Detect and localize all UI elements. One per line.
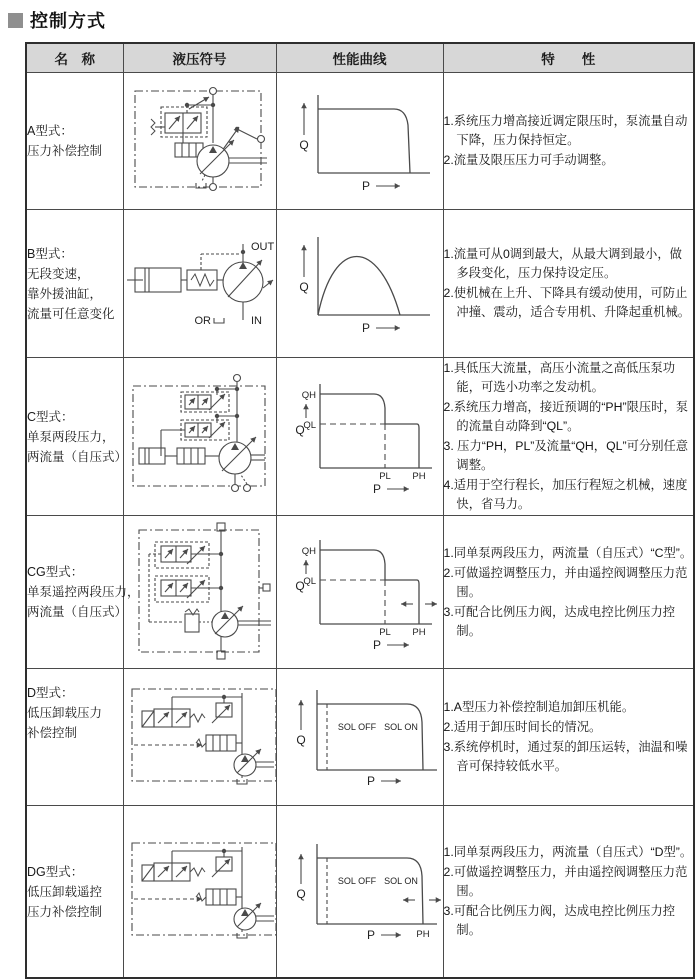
svg-text:QL: QL (302, 575, 316, 587)
svg-text:QL: QL (302, 420, 316, 432)
features-cell (443, 669, 694, 806)
type-name-cell (26, 806, 123, 978)
type-name-line: 单泵两段压力， (27, 429, 115, 444)
feature-item: 4.适用于空行程长，加压行程短之机械，速度快，省马力。 (443, 478, 688, 512)
svg-text:P: P (372, 637, 381, 652)
hydraulic-symbol-c (125, 370, 275, 498)
table-header-row (26, 43, 694, 73)
type-name-line: 单泵遥控两段压力， (27, 585, 140, 600)
svg-text:OR: OR (194, 314, 211, 327)
features-cell (443, 358, 694, 516)
type-name-line: DG型式： (27, 864, 84, 879)
feature-item: 2.系统压力增高，接近预调的“PH”限压时，泵的流量自动降到“QL”。 (443, 400, 689, 434)
feature-item: 1.流量可从0调到最大，从最大调到最小，做多段变化，压力保持设定压。 (443, 246, 682, 280)
features-cell (443, 73, 694, 210)
svg-text:QH: QH (301, 545, 316, 557)
performance-curve-cell (276, 516, 443, 669)
features-cell (443, 516, 694, 669)
performance-curve-a (280, 83, 440, 195)
features-cell (443, 210, 694, 358)
svg-text:PH: PH (415, 929, 430, 941)
table-row (26, 806, 694, 978)
column-header-name: 名 称 (26, 43, 123, 73)
performance-curve-cell (276, 210, 443, 358)
hydraulic-symbol-a (125, 81, 275, 196)
section-title (0, 0, 700, 33)
type-name-line: 两流量（自压式） (27, 605, 128, 620)
feature-item: 2.流量及限压压力可手动调整。 (443, 153, 614, 168)
feature-item: 2.可做遥控调整压力，并由遥控阀调整压力范围。 (443, 865, 688, 899)
table-row (26, 516, 694, 669)
hydraulic-symbol-b (125, 234, 275, 329)
type-name-line: 流量可任意变化 (27, 306, 115, 321)
svg-text:P: P (361, 178, 370, 193)
svg-text:PH: PH (411, 626, 426, 638)
performance-curve-c (280, 372, 440, 496)
type-name-line: 补偿控制 (27, 726, 78, 741)
performance-curve-cell (276, 669, 443, 806)
column-header-curve: 性能曲线 (276, 43, 443, 73)
table-row (26, 73, 694, 210)
type-name-line: D型式： (27, 686, 74, 701)
feature-item: 1.系统压力增高接近调定限压时，泵流量自动下降，压力保持恒定。 (443, 113, 688, 147)
hydraulic-symbol-cell (123, 669, 276, 806)
feature-item: 3. 压力“PH，PL”及流量“QH，QL”可分别任意调整。 (443, 439, 689, 473)
performance-curve-cell (276, 806, 443, 978)
hydraulic-symbol-dg (124, 835, 284, 943)
table-row (26, 669, 694, 806)
control-methods-table (25, 42, 695, 979)
column-header-features: 特 性 (443, 43, 694, 73)
feature-item: 3.可配合比例压力阀，达成电控比例压力控制。 (443, 604, 676, 638)
type-name-line: 低压卸载压力 (27, 706, 103, 721)
table-row (26, 210, 694, 358)
feature-item: 2.使机械在上升、下降具有缓动使用，可防止冲撞、震动，适合专用机、升降起重机械。 (443, 286, 691, 320)
svg-text:PL: PL (378, 471, 391, 483)
type-name-cell (26, 669, 123, 806)
type-name-line: CG型式： (27, 565, 84, 580)
performance-curve-d (277, 676, 447, 794)
svg-text:PH: PH (411, 471, 426, 483)
feature-item: 1.具低压大流量，高压小流量之高低压泵功能，可选小功率之发动机。 (443, 361, 676, 395)
features-cell (443, 806, 694, 978)
type-name-line: 靠外援油缸， (27, 286, 103, 301)
svg-text:QH: QH (301, 390, 316, 402)
section-marker-icon (8, 13, 23, 28)
hydraulic-symbol-cell (123, 210, 276, 358)
svg-text:SOL ON: SOL ON (383, 721, 418, 732)
feature-item: 2.可做遥控调整压力，并由遥控阀调整压力范围。 (443, 565, 688, 599)
feature-item: 2.适用于卸压时间长的情况。 (443, 720, 602, 735)
feature-item: 1.A型压力补偿控制追加卸压机能。 (443, 700, 635, 715)
type-name-line: 低压卸载遥控 (27, 884, 103, 899)
svg-text:P: P (361, 321, 370, 335)
type-name-line: B型式： (27, 246, 73, 261)
svg-text:P: P (372, 482, 381, 497)
svg-text:SOL ON: SOL ON (383, 876, 418, 887)
type-name-cell (26, 516, 140, 669)
svg-text:PL: PL (378, 626, 391, 638)
svg-text:IN: IN (250, 314, 262, 327)
hydraulic-symbol-cell (123, 806, 276, 978)
svg-text:P: P (366, 928, 375, 943)
svg-text:OUT: OUT (250, 240, 274, 253)
type-name-line: A型式： (27, 124, 73, 138)
svg-text:Q: Q (295, 887, 306, 902)
svg-text:SOL OFF: SOL OFF (337, 721, 376, 732)
type-name-cell (26, 210, 123, 358)
feature-item: 3.系统停机时，通过泵的卸压运转，油温和噪音可保持较低水平。 (443, 740, 688, 774)
svg-text:P: P (366, 773, 375, 788)
svg-text:Q: Q (298, 137, 309, 152)
hydraulic-symbol-cell (123, 73, 276, 210)
svg-text:Q: Q (295, 732, 306, 747)
type-name-cell (26, 358, 128, 516)
table-row (26, 358, 694, 516)
type-name-line: C型式： (27, 409, 74, 424)
hydraulic-symbol-cell (123, 516, 276, 669)
svg-text:SOL OFF: SOL OFF (337, 876, 376, 887)
feature-item: 3.可配合比例压力阀，达成电控比例压力控制。 (443, 904, 676, 938)
performance-curve-cell (276, 358, 443, 516)
type-name-line: 压力补偿控制 (27, 144, 103, 158)
performance-curve-b (280, 225, 440, 337)
hydraulic-symbol-cell (123, 358, 276, 516)
type-name-line: 无段变速， (27, 266, 90, 281)
type-name-line: 压力补偿控制 (27, 904, 103, 919)
page-title: 控制方式 (30, 11, 106, 31)
performance-curve-dg (277, 830, 447, 948)
feature-item: 1.同单泵两段压力，两流量（自压式）“D型”。 (443, 845, 693, 859)
column-header-symbol: 液压符号 (123, 43, 276, 73)
type-name-line: 两流量（自压式） (27, 449, 128, 464)
performance-curve-cg (280, 528, 440, 652)
hydraulic-symbol-d (124, 681, 284, 789)
performance-curve-cell (276, 73, 443, 210)
svg-text:Q: Q (294, 423, 305, 438)
feature-item: 1.同单泵两段压力，两流量（自压式）“C型”。 (443, 545, 693, 560)
hydraulic-symbol-cg (125, 520, 275, 660)
svg-text:Q: Q (294, 578, 305, 593)
type-name-cell (26, 73, 123, 210)
svg-text:Q: Q (298, 280, 309, 294)
